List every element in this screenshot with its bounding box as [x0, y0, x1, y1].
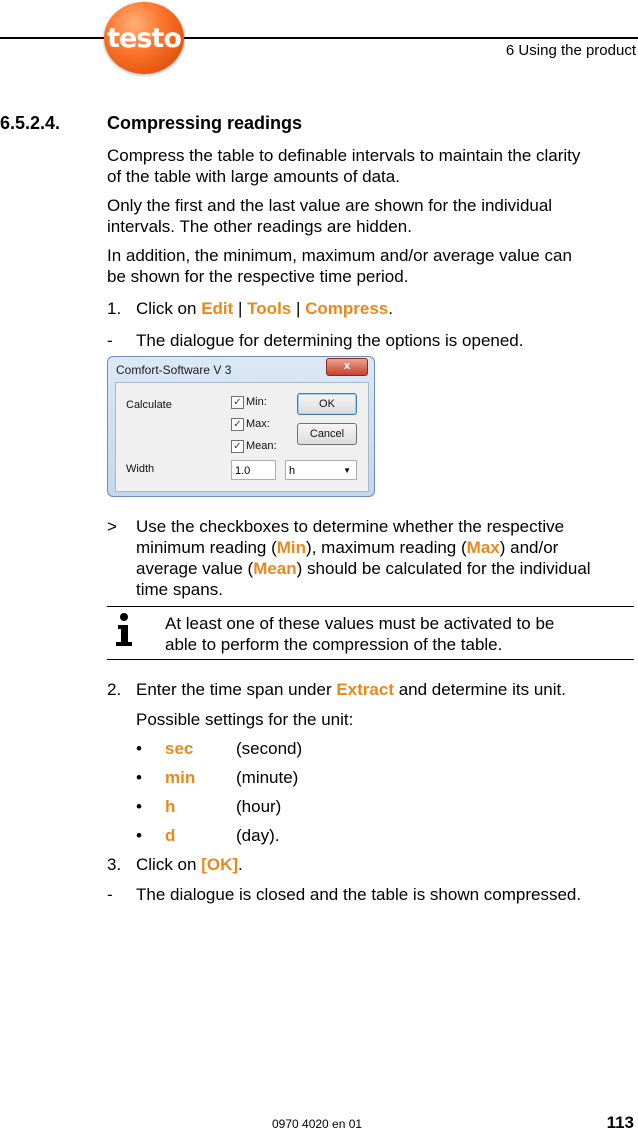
paragraph-line: Only the first and the last value are shown for the individual [107, 196, 553, 215]
ok-button[interactable]: OK [297, 393, 357, 415]
result-dash: - [107, 885, 113, 904]
note-bottom-rule [107, 659, 634, 660]
step-text: and determine its unit. [393, 680, 566, 699]
action-marker: > [107, 517, 117, 536]
unit-desc: (second) [236, 739, 303, 758]
note-top-rule [107, 606, 634, 607]
unit-bullet: • [136, 797, 142, 816]
step-text: Enter the time span under [136, 680, 337, 699]
note-line: At least one of these values must be activated to be [165, 614, 555, 633]
paragraph-line: Compress the table to definable intervals to maintain the clarity [107, 146, 581, 165]
width-label: Width [126, 463, 155, 475]
dialog-body [115, 382, 369, 492]
action-text: minimum reading ( [136, 538, 277, 557]
calculate-label: Calculate [126, 399, 172, 411]
info-icon [113, 613, 135, 647]
step-3-text [136, 854, 243, 875]
step-1-text [136, 298, 393, 319]
action-text: average value ( [136, 559, 254, 578]
step-text: . [238, 855, 243, 874]
unit-select-value: h [289, 465, 296, 477]
max-label: Max: [246, 418, 270, 430]
note-line: able to perform the compression of the table. [165, 635, 503, 654]
menu-tools: Tools [247, 299, 292, 318]
action-text: ), maximum reading ( [306, 538, 467, 557]
unit-select[interactable] [285, 460, 357, 480]
close-button[interactable]: x [326, 358, 368, 376]
unit-bullet: • [136, 768, 142, 787]
extract-highlight: Extract [336, 680, 394, 699]
action-line: time spans. [136, 580, 223, 599]
step-number: 3. [107, 855, 122, 874]
min-checkbox[interactable]: ✓ [231, 396, 244, 409]
paragraph-line: In addition, the minimum, maximum and/or average value can [107, 246, 572, 265]
chevron-down-icon: ▼ [343, 466, 351, 475]
testo-logo [104, 2, 184, 74]
unit-desc: (minute) [236, 768, 299, 787]
unit-desc: (hour) [236, 797, 282, 816]
doc-number: 0970 4020 en 01 [272, 1117, 363, 1131]
max-highlight: Max [466, 538, 500, 557]
section-number: 6.5.2.4. [0, 113, 61, 133]
section-title: Compressing readings [107, 113, 303, 133]
result-text: The dialogue for determining the options is opened. [136, 331, 524, 350]
action-line [136, 558, 591, 579]
action-line: Use the checkboxes to determine whether the respective [136, 517, 565, 536]
mean-label: Mean: [246, 440, 277, 452]
page-number: 113 [606, 1113, 634, 1132]
unit-key: sec [165, 739, 194, 758]
max-checkbox[interactable]: ✓ [231, 418, 244, 431]
mean-highlight: Mean [253, 559, 297, 578]
chapter-title: 6 Using the product [505, 42, 636, 59]
result-dash: - [107, 331, 113, 350]
unit-desc: (day). [236, 826, 280, 845]
min-highlight: Min [276, 538, 307, 557]
unit-key: h [165, 797, 176, 816]
header-rule-left [0, 37, 104, 39]
width-input[interactable]: 1.0 [231, 460, 276, 480]
paragraph-line: intervals. The other readings are hidden. [107, 217, 412, 236]
step-number: 2. [107, 680, 122, 699]
action-line [136, 537, 558, 558]
mean-checkbox[interactable]: ✓ [231, 440, 244, 453]
logo-text: testo [107, 23, 181, 54]
cancel-button[interactable]: Cancel [297, 423, 357, 445]
units-intro: Possible settings for the unit: [136, 710, 354, 729]
menu-compress: Compress [305, 299, 389, 318]
unit-key: d [165, 826, 176, 845]
header-rule-right [184, 37, 638, 39]
step-text: Click on [136, 855, 202, 874]
unit-key: min [165, 768, 196, 787]
separator: | [291, 299, 306, 318]
ok-highlight: [OK] [201, 855, 239, 874]
action-text: ) and/or [499, 538, 559, 557]
paragraph-line: be shown for the respective time period. [107, 267, 409, 286]
unit-bullet: • [136, 739, 142, 758]
min-label: Min: [246, 396, 267, 408]
step-text: . [388, 299, 393, 318]
paragraph-line: of the table with large amounts of data. [107, 167, 400, 186]
step-2-text [136, 679, 566, 700]
step-text: Click on [136, 299, 202, 318]
dialog-title: Comfort-Software V 3 [116, 363, 232, 377]
unit-bullet: • [136, 826, 142, 845]
separator: | [233, 299, 248, 318]
menu-edit: Edit [201, 299, 234, 318]
result-text: The dialogue is closed and the table is shown compressed. [136, 885, 582, 904]
action-text: ) should be calculated for the individual [296, 559, 591, 578]
compress-dialog [107, 356, 375, 497]
step-number: 1. [107, 299, 122, 318]
